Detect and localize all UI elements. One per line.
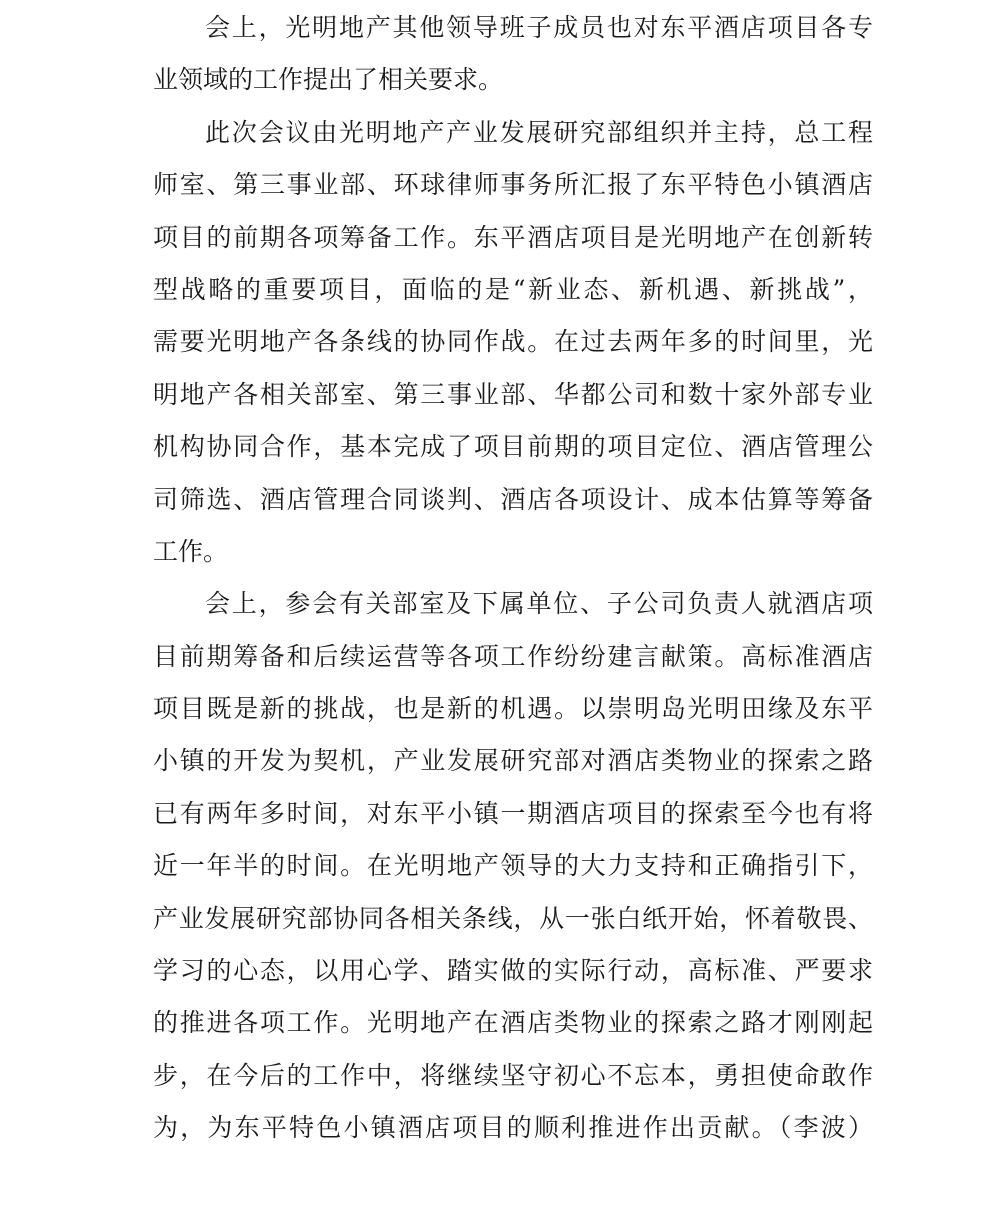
- paragraph-2-line-3: 项目的前期各项筹备工作。东平酒店项目是光明地产在创新转: [153, 222, 873, 252]
- paragraph-1-line-2: 业领域的工作提出了相关要求。: [153, 65, 504, 95]
- paragraph-3-line-10: 步，在今后的工作中，将继续坚守初心不忘本，勇担使命敢作: [153, 1060, 873, 1090]
- paragraph-2-line-7: 机构协同合作，基本完成了项目前期的项目定位、酒店管理公: [153, 432, 873, 462]
- paragraph-2-line-8: 司筛选、酒店管理合同谈判、酒店各项设计、成本估算等筹备: [153, 484, 873, 514]
- paragraph-2-line-2: 师室、第三事业部、环球律师事务所汇报了东平特色小镇酒店: [153, 170, 873, 200]
- paragraph-2-line-9: 工作。: [153, 536, 229, 566]
- paragraph-1-line-1: 会上，光明地产其他领导班子成员也对东平酒店项目各专: [205, 13, 873, 42]
- paragraph-3-line-7: 产业发展研究部协同各相关条线，从一张白纸开始，怀着敬畏、: [153, 903, 873, 933]
- paragraph-3-line-9: 的推进各项工作。光明地产在酒店类物业的探索之路才刚刚起: [153, 1008, 873, 1038]
- paragraph-3-line-11: 为，为东平特色小镇酒店项目的顺利推进作出贡献。（李波）: [153, 1113, 873, 1143]
- paragraph-3-line-3: 项目既是新的挑战，也是新的机遇。以崇明岛光明田缘及东平: [153, 694, 873, 724]
- paragraph-3-line-2: 目前期筹备和后续运营等各项工作纷纷建言献策。高标准酒店: [153, 641, 873, 671]
- paragraph-2-line-4: 型战略的重要项目，面临的是“新业态、新机遇、新挑战”，: [153, 274, 873, 304]
- paragraph-3-line-4: 小镇的开发为契机，产业发展研究部对酒店类物业的探索之路: [153, 746, 873, 776]
- article-body: [153, 2, 873, 1155]
- paragraph-3-line-6: 近一年半的时间。在光明地产领导的大力支持和正确指引下，: [153, 851, 873, 881]
- paragraph-3-line-5: 已有两年多时间，对东平小镇一期酒店项目的探索至今也有将: [153, 798, 873, 828]
- paragraph-2-line-1: 此次会议由光明地产产业发展研究部组织并主持，总工程: [205, 117, 873, 147]
- paragraph-2-line-5: 需要光明地产各条线的协同作战。在过去两年多的时间里，光: [153, 327, 873, 357]
- paragraph-3-line-8: 学习的心态，以用心学、踏实做的实际行动，高标准、严要求: [153, 956, 873, 986]
- paragraph-3-line-1: 会上，参会有关部室及下属单位、子公司负责人就酒店项: [205, 589, 873, 619]
- paragraph-2-line-6: 明地产各相关部室、第三事业部、华都公司和数十家外部专业: [153, 379, 873, 409]
